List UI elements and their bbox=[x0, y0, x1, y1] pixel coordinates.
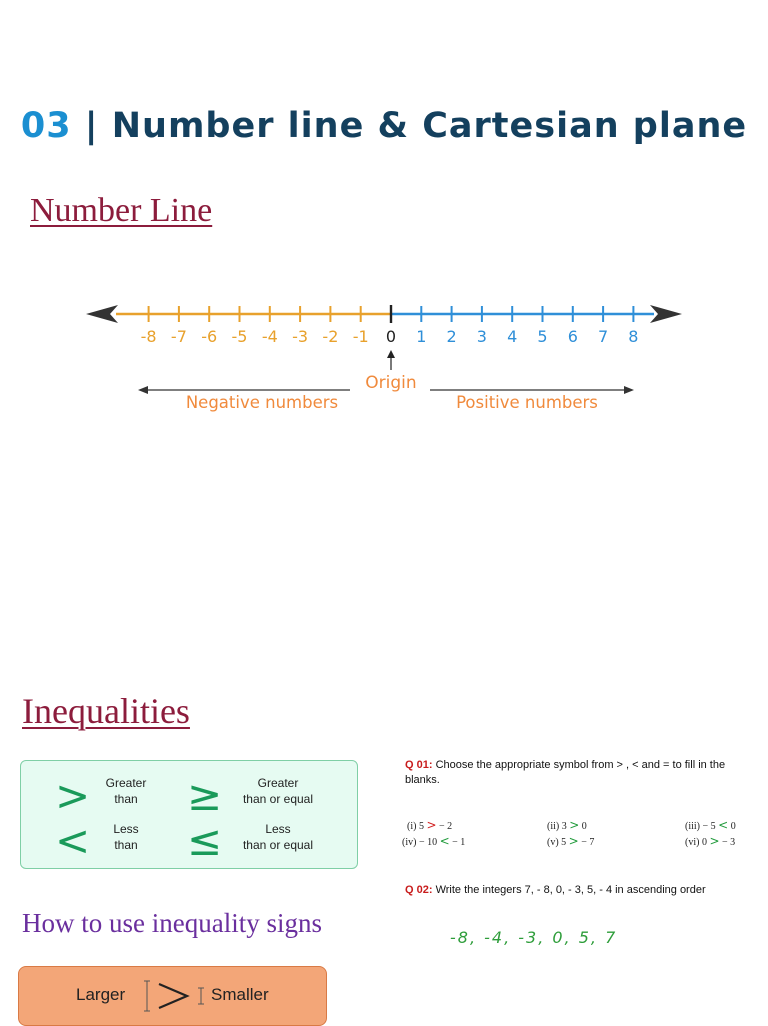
negative-tick-label: -3 bbox=[292, 327, 309, 346]
positive-tick-label: 3 bbox=[476, 327, 487, 346]
less-than-label bbox=[91, 821, 161, 853]
positive-direction-arrowhead bbox=[624, 386, 634, 394]
negative-tick-label: -4 bbox=[261, 327, 278, 346]
exercise-answer: > bbox=[569, 818, 580, 832]
positive-tick-label: 8 bbox=[628, 327, 639, 346]
exercise-left-value: 5 bbox=[561, 837, 569, 848]
inequalities-heading: Inequalities bbox=[22, 691, 190, 731]
page-title bbox=[0, 106, 768, 146]
negative-numbers-label: Negative numbers bbox=[185, 393, 339, 412]
negative-tick-label: -7 bbox=[170, 327, 187, 346]
exercise-number: (iv) bbox=[402, 837, 419, 848]
less-equal-line1: Less bbox=[265, 822, 291, 836]
negative-tick-label: -2 bbox=[322, 327, 339, 346]
exercise-answer: > bbox=[709, 834, 720, 848]
positive-tick-label: 7 bbox=[598, 327, 609, 346]
greater-than-label bbox=[91, 775, 161, 807]
exercise-number: (iii) bbox=[685, 821, 703, 832]
less-equal-line2: than or equal bbox=[242, 838, 314, 852]
question-2-label: Q 02: bbox=[405, 884, 433, 896]
inequality-arrow-icon bbox=[139, 977, 211, 1015]
greater-equal-line2: than or equal bbox=[242, 792, 314, 806]
right-arrowhead bbox=[650, 305, 682, 323]
exercise-left-value: 0 bbox=[701, 837, 710, 848]
exercise-right-value: − 2 bbox=[436, 821, 453, 832]
greater-equal-symbol: ≥ bbox=[187, 771, 223, 820]
exercise-answer: < bbox=[439, 834, 450, 848]
exercise-item bbox=[547, 834, 594, 848]
less-than-line1: Less bbox=[113, 822, 139, 836]
positive-numbers-label: Positive numbers bbox=[456, 393, 598, 412]
negative-tick-label: -6 bbox=[201, 327, 218, 346]
greater-than-symbol: > bbox=[55, 771, 91, 820]
exercise-item bbox=[547, 818, 587, 832]
exercise-answer: < bbox=[718, 818, 729, 832]
exercise-left-value: − 10 bbox=[418, 837, 440, 848]
exercise-item bbox=[402, 834, 465, 848]
origin-arrowhead bbox=[387, 350, 395, 358]
less-equal-label bbox=[233, 821, 323, 853]
negative-tick-label: -5 bbox=[231, 327, 248, 346]
exercise-right-value: − 1 bbox=[449, 837, 466, 848]
howto-heading: How to use inequality signs bbox=[22, 908, 322, 938]
exercise-right-value: 0 bbox=[728, 821, 736, 832]
greater-than-line1: Greater bbox=[105, 776, 147, 790]
exercise-answer: > bbox=[426, 818, 437, 832]
question-1-text: Choose the appropriate symbol from > , < and = to fill in the blanks. bbox=[405, 759, 726, 786]
exercise-answer: > bbox=[568, 834, 579, 848]
positive-tick-label: 5 bbox=[537, 327, 548, 346]
origin-label: Origin bbox=[365, 373, 417, 393]
number-line-heading: Number Line bbox=[30, 192, 213, 229]
title-separator: | bbox=[84, 106, 99, 146]
title-text: Number line & Cartesian plane bbox=[111, 106, 748, 146]
question-1-label: Q 01: bbox=[405, 759, 433, 771]
inequality-symbols-box bbox=[20, 760, 358, 869]
exercise-item bbox=[685, 834, 735, 848]
less-equal-symbol: ≤ bbox=[187, 816, 223, 865]
negative-tick-label: -1 bbox=[352, 327, 369, 346]
greater-equal-line1: Greater bbox=[257, 776, 299, 790]
less-than-symbol: < bbox=[55, 816, 91, 865]
exercise-left-value: 3 bbox=[561, 821, 570, 832]
question-1-prompt bbox=[405, 758, 755, 788]
exercise-left-value: 5 bbox=[418, 821, 427, 832]
exercise-item bbox=[685, 818, 736, 832]
number-line-diagram bbox=[80, 290, 700, 420]
question-2-text: Write the integers 7, - 8, 0, - 3, 5, - 4 in ascending order bbox=[435, 884, 706, 896]
negative-tick-label: -8 bbox=[140, 327, 157, 346]
question-2-prompt bbox=[405, 883, 760, 898]
exercise-item bbox=[407, 818, 452, 832]
exercise-left-value: − 5 bbox=[702, 821, 719, 832]
exercise-right-value: − 7 bbox=[578, 837, 595, 848]
positive-tick-label: 2 bbox=[446, 327, 457, 346]
positive-tick-label: 4 bbox=[507, 327, 518, 346]
positive-tick-label: 1 bbox=[416, 327, 427, 346]
question-2-handwritten-answer: -8, -4, -3, 0, 5, 7 bbox=[450, 928, 618, 947]
negative-direction-arrowhead bbox=[138, 386, 148, 394]
exercise-right-value: − 3 bbox=[719, 837, 736, 848]
exercise-number: (ii) bbox=[547, 821, 562, 832]
smaller-label: Smaller bbox=[211, 985, 269, 1004]
larger-label: Larger bbox=[76, 985, 126, 1004]
exercise-right-value: 0 bbox=[579, 821, 587, 832]
exercise-number: (v) bbox=[547, 837, 562, 848]
larger-smaller-box bbox=[18, 966, 327, 1026]
left-arrowhead bbox=[86, 305, 118, 323]
title-number: 03 bbox=[20, 106, 72, 146]
zero-tick-label: 0 bbox=[385, 327, 397, 346]
less-than-line2: than bbox=[114, 838, 138, 852]
exercise-number: (i) bbox=[407, 821, 419, 832]
greater-than-line2: than bbox=[114, 792, 138, 806]
greater-equal-label bbox=[233, 775, 323, 807]
positive-tick-label: 6 bbox=[567, 327, 578, 346]
exercise-number: (vi) bbox=[685, 837, 702, 848]
